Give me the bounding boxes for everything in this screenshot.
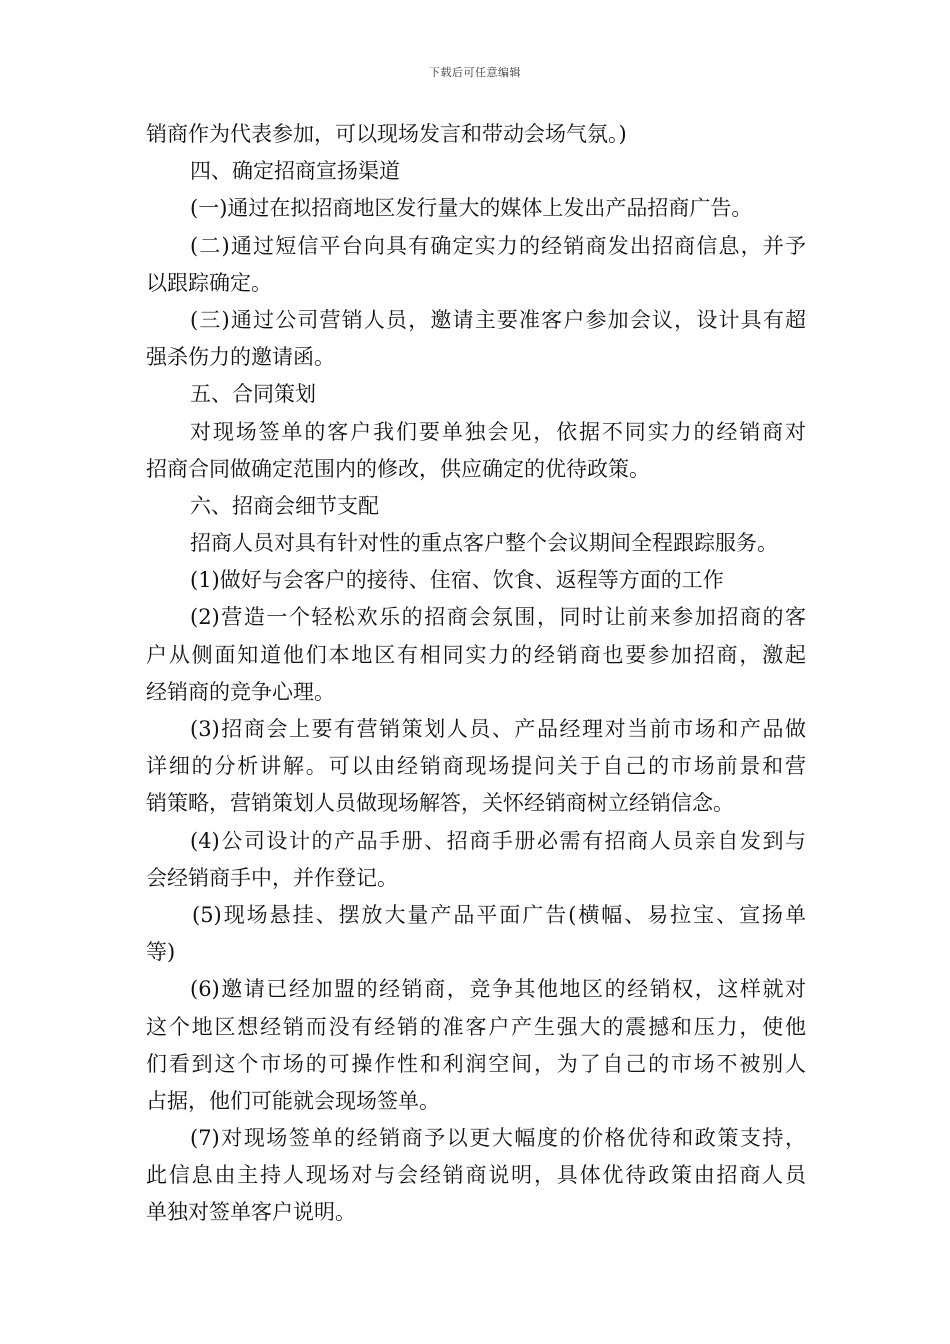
text-line: 销商作为代表参加，可以现场发言和带动会场气氛。) xyxy=(146,122,627,146)
text-line: 们看到这个市场的可操作性和利润空间，为了自己的市场不被别人 xyxy=(146,1051,806,1076)
text-line: 会经销商手中，并作登记。 xyxy=(146,865,398,890)
text-line: 销策略，营销策划人员做现场解答，关怀经销商树立经销信念。 xyxy=(146,791,734,816)
text-line: 强杀伤力的邀请函。 xyxy=(146,345,335,370)
text-line: (4)公司设计的产品手册、招商手册必需有招商人员亲自发到与 xyxy=(190,828,806,853)
text-line: 招商人员对具有针对性的重点客户整个会议期间全程跟踪服务。 xyxy=(190,531,778,556)
text-line: (一)通过在拟招商地区发行量大的媒体上发出产品招商广告。 xyxy=(190,196,753,221)
page-header: 下载后可任意编辑 xyxy=(429,66,521,79)
text-line: 招商合同做确定范围内的修改，供应确定的优待政策。 xyxy=(146,456,650,481)
text-line: 以跟踪确定。 xyxy=(146,270,272,295)
text-line: 此信息由主持人现场对与会经销商说明，具体优待政策由招商人员 xyxy=(146,1163,806,1188)
text-line: (二)通过短信平台向具有确定实力的经销商发出招商信息，并予 xyxy=(190,233,806,258)
text-line: 对现场签单的客户我们要单独会见，依据不同实力的经销商对 xyxy=(190,419,806,444)
text-line: 等) xyxy=(146,940,176,965)
text-line: 六、招商会细节支配 xyxy=(190,493,379,518)
text-line: (1)做好与会客户的接待、住宿、饮食、返程等方面的工作 xyxy=(190,568,724,593)
text-line: (5)现场悬挂、摆放大量产品平面广告(横幅、易拉宝、宣扬单 xyxy=(192,902,806,927)
text-line: 单独对签单客户说明。 xyxy=(146,1200,356,1225)
text-line: (6)邀请已经加盟的经销商，竞争其他地区的经销权，这样就对 xyxy=(190,977,806,1002)
text-line: 五、合同策划 xyxy=(190,382,316,407)
text-line: 户从侧面知道他们本地区有相同实力的经销商也要参加招商，激起 xyxy=(146,642,806,667)
text-line: 经销商的竞争心理。 xyxy=(146,679,335,704)
document-body xyxy=(146,116,806,1232)
text-line: 占据，他们可能就会现场签单。 xyxy=(146,1088,440,1113)
text-line: (3)招商会上要有营销策划人员、产品经理对当前市场和产品做 xyxy=(190,717,806,741)
text-line: 这个地区想经销而没有经销的准客户产生强大的震撼和压力，使他 xyxy=(146,1014,806,1039)
text-line: (2)营造一个轻松欢乐的招商会氛围，同时让前来参加招商的客 xyxy=(190,605,806,630)
text-line: (三)通过公司营销人员，邀请主要准客户参加会议，设计具有超 xyxy=(190,307,806,332)
text-line: (7)对现场签单的经销商予以更大幅度的价格优待和政策支持， xyxy=(190,1126,806,1151)
text-line: 详细的分析讲解。可以由经销商现场提问关于自己的市场前景和营 xyxy=(146,754,806,779)
text-line: 四、确定招商宣扬渠道 xyxy=(190,159,400,184)
